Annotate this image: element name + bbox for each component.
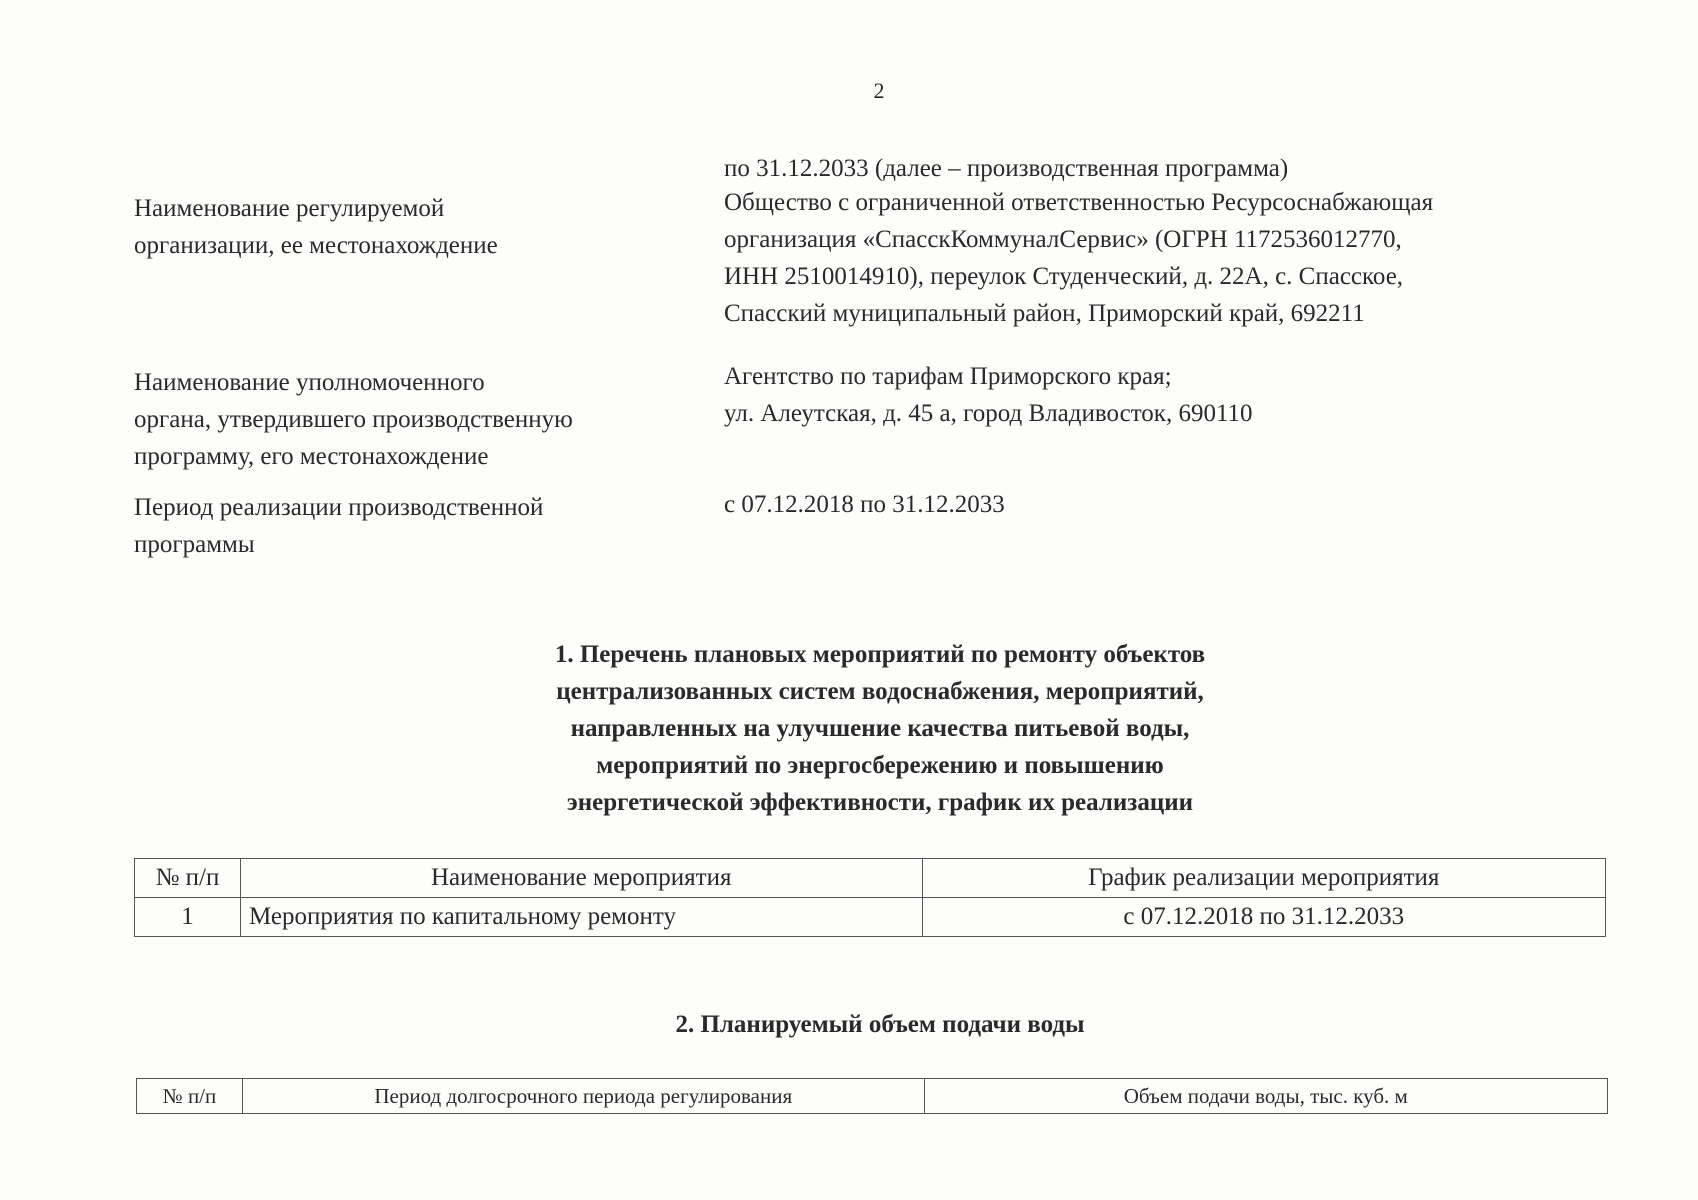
period-label-line: программы <box>134 531 255 558</box>
org-value-line: ИНН 2510014910), переулок Студенческий, д. 22А, с. Спасское, <box>724 263 1404 290</box>
col-header-schedule: График реализации мероприятия <box>922 859 1605 898</box>
org-value-line: Общество с ограниченной ответственностью Ресурсоснабжающая <box>724 189 1434 216</box>
authority-label-line: программу, его местонахождение <box>134 443 489 470</box>
org-value-line: организация «СпасскКоммуналСервис» (ОГРН 1172536012770, <box>724 226 1402 253</box>
section1-title-line: централизованных систем водоснабжения, мероприятий, <box>556 678 1204 705</box>
authority-value <box>724 358 1624 432</box>
period-label-line: Период реализации производственной <box>134 494 544 521</box>
section1-title-line: направленных на улучшение качества питьевой воды, <box>570 715 1190 742</box>
org-label-line: организации, ее местонахождение <box>134 232 498 259</box>
program-continuation <box>724 150 1624 187</box>
section1-title-line: энергетической эффективности, график их реализации <box>566 789 1194 816</box>
section2-title-line: 2. Планируемый объем подачи воды <box>675 1011 1085 1038</box>
measures-table <box>134 858 1606 937</box>
period-value <box>724 486 1624 523</box>
org-value <box>724 184 1624 332</box>
table-header-row <box>137 1079 1608 1114</box>
section1-title <box>300 636 1460 821</box>
col-header-volume: Объем подачи воды, тыс. куб. м <box>924 1079 1607 1114</box>
section1-title-line: мероприятий по энергосбережению и повышению <box>596 752 1164 779</box>
org-label-line: Наименование регулируемой <box>134 195 445 222</box>
section1-title-line: 1. Перечень плановых мероприятий по ремонту объектов <box>554 641 1206 668</box>
cell-number: 1 <box>135 898 241 937</box>
period-value-line: с 07.12.2018 по 31.12.2033 <box>724 491 1005 518</box>
col-header-period: Период долгосрочного периода регулирования <box>242 1079 924 1114</box>
period-label <box>134 489 694 563</box>
authority-label-line: Наименование уполномоченного <box>134 369 485 396</box>
col-header-measure-name: Наименование мероприятия <box>240 859 922 898</box>
water-supply-table <box>136 1078 1608 1114</box>
authority-label-line: органа, утвердившего производственную <box>134 406 573 433</box>
authority-label <box>134 364 694 475</box>
authority-value-line: ул. Алеутская, д. 45 а, город Владивосток, 690110 <box>724 400 1253 427</box>
cell-schedule: с 07.12.2018 по 31.12.2033 <box>922 898 1605 937</box>
org-value-line: Спасский муниципальный район, Приморский край, 692211 <box>724 300 1365 327</box>
cell-measure-name: Мероприятия по капитальному ремонту <box>240 898 922 937</box>
page-number: 2 <box>873 78 885 103</box>
org-label <box>134 190 694 264</box>
table-header-row <box>135 859 1606 898</box>
col-header-number: № п/п <box>135 859 241 898</box>
authority-value-line: Агентство по тарифам Приморского края; <box>724 363 1172 390</box>
continuation-text: по 31.12.2033 (далее – производственная программа) <box>724 155 1289 182</box>
table-row <box>135 898 1606 937</box>
section2-title <box>300 1006 1460 1043</box>
col-header-number: № п/п <box>137 1079 243 1114</box>
